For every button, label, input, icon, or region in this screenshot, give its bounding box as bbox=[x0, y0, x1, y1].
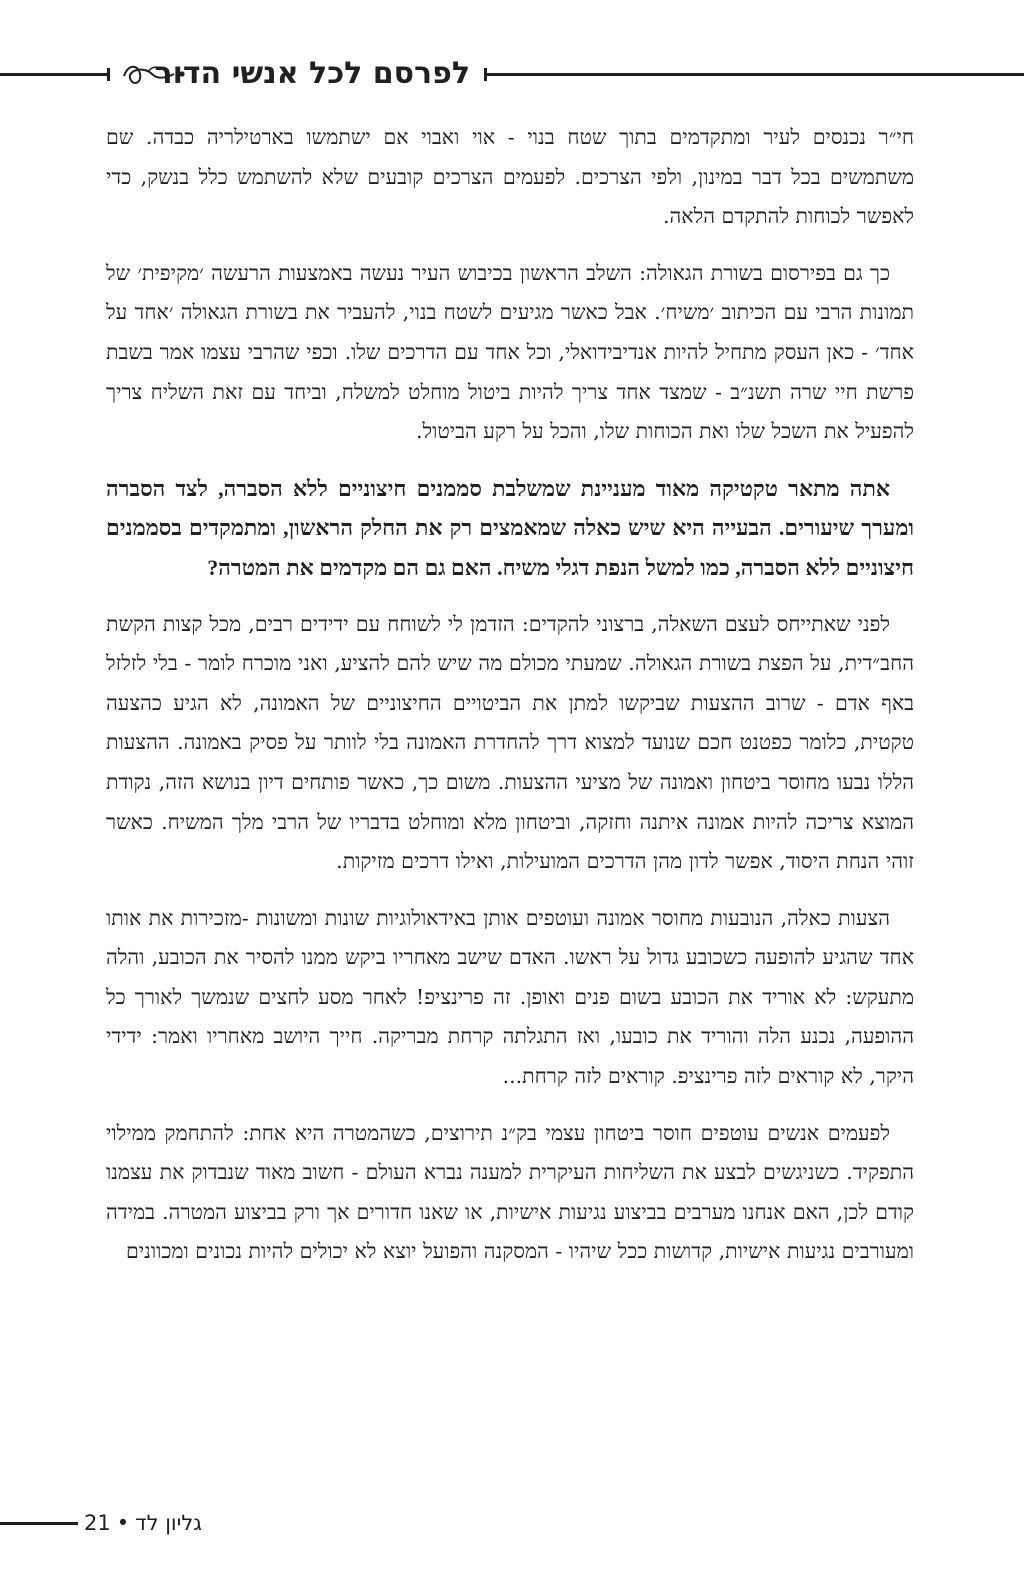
paragraph: חי״ר נכנסים לעיר ומתקדמים בתוך שטח בנוי - אוי ואבוי אם ישתמשו בארטילריה כבדה. שם משתמשים בכל דבר במינון, ולפי הצרכים. לפעמים הצרכים קובעים שלא להשתמש כלל בנשק, כדי לאפשר לכוחות להתקדם הלאה. bbox=[106, 125, 914, 229]
issue-label: גליון לד bbox=[135, 1511, 202, 1535]
footer-rule bbox=[0, 1522, 78, 1525]
page-footer bbox=[0, 1505, 300, 1541]
paragraph: לפני שאתייחס לעצם השאלה, ברצוני להקדים: הזדמן לי לשוחח עם ידידים רבים, מכל קצות הקשת החב״דית, על הפצת בשורת הגאולה. שמעתי מכולם מה שיש להם להציע, ואני מוכרח לומר - בלי לזלזל באף אדם - שרוב ההצעות שביקשו למתן את הביטויים החיצוניים של האמונה, לא הגיע כהצעה טקטית, כלומר כפטנט חכם שנועד למצוא דרך להחדרת האמונה בלי לוותר על פסיק באמונה. ההצעות הללו נבעו מחוסר ביטחון ואמונה של מציעי ההצעות. משום כך, כאשר פותחים דיון בנושא הזה, נקודת המוצא צריכה להיות אמונה איתנה וחזקה, וביטחון מלא ומוחלט בדבריו של הרבי מלך המשיח. כאשר זוהי הנחת היסוד, אפשר לדון מהן הדרכים המועילות, ואילו דרכים מזיקות. bbox=[106, 611, 914, 874]
article-body bbox=[106, 118, 914, 1289]
paragraph: לפעמים אנשים עוטפים חוסר ביטחון עצמי בק״נ תירוצים, כשהמטרה היא אחת: להתחמק ממילוי התפקיד. כשניגשים לבצע את השליחות העיקרית למענה נברא העולם - חשוב מאוד שנבדוק את עצמנו קודם לכן, האם אנחנו מערבים בביצוע נגיעות אישיות, או שאנו חדורים אך ורק בביצוע המטרה. במידה ומעורבים נגיעות אישיות, קדושות ככל שיהיו - המסקנה והפועל יוצא לא יכולים להיות נכונים ומכוונים bbox=[106, 1120, 914, 1264]
header-rule-left bbox=[0, 73, 108, 76]
interview-question: אתה מתאר טקטיקה מאוד מעניינת שמשלבת סממנים חיצוניים ללא הסברה, לצד הסברה ומערך שיעורים. הבעייה היא שיש כאלה שמאמצים רק את החלק הראשון, ומתמקדים בסממנים חיצוניים ללא הסברה, כמו למשל הנפת דגלי משיח. האם גם הם מקדמים את המטרה? bbox=[106, 475, 914, 580]
header-rule-right bbox=[486, 73, 1024, 76]
footer-bullet: • bbox=[116, 1511, 130, 1535]
footer-label bbox=[84, 1505, 202, 1541]
running-header bbox=[0, 52, 1024, 98]
paragraph: הצעות כאלה, הנובעות מחוסר אמונה ועוטפים אותן באידאולוגיות שונות ומשונות -מזכירות את אותו אחד שהגיע להופעה כשכובע גדול על ראשו. האדם שישב מאחריו ביקש ממנו להסיר את הכובע, והלה מתעקש: לא אוריד את הכובע בשום פנים ואופן. זה פרינציפ! לאחר מסע לחצים שנמשך לאורך כל ההופעה, נכנע הלה והוריד את כובעו, ואז התגלתה קרחת מבריקה. חייך היושב מאחריו ואמר: ידידי היקר, לא קוראים לזה פרינציפ. קוראים לזה קרחת... bbox=[106, 905, 914, 1089]
page-number: 21 bbox=[84, 1511, 111, 1535]
header-title: לפרסם לכל אנשי הדור bbox=[154, 56, 470, 91]
paragraph: כך גם בפירסום בשורת הגאולה: השלב הראשון בכיבוש העיר נעשה באמצעות הרעשה ׳מקיפית׳ של תמונות הרבי עם הכיתוב ׳משיח׳. אבל כאשר מגיעים לשטח בנוי, להעביר את בשורת הגאולה ׳אחד על אחד׳ - כאן העסק מתחיל להיות אנדיבידואלי, וכל אחד עם הדרכים שלו. וכפי שהרבי עצמו אמר בשבת פרשת חיי שרה תשנ״ב - שמצד אחד צריך להיות ביטול מוחלט למשלח, וביחד עם זאת השליח צריך להפעיל את השכל שלו ואת הכוחות שלו, והכל על רקע הביטול. bbox=[106, 260, 914, 444]
